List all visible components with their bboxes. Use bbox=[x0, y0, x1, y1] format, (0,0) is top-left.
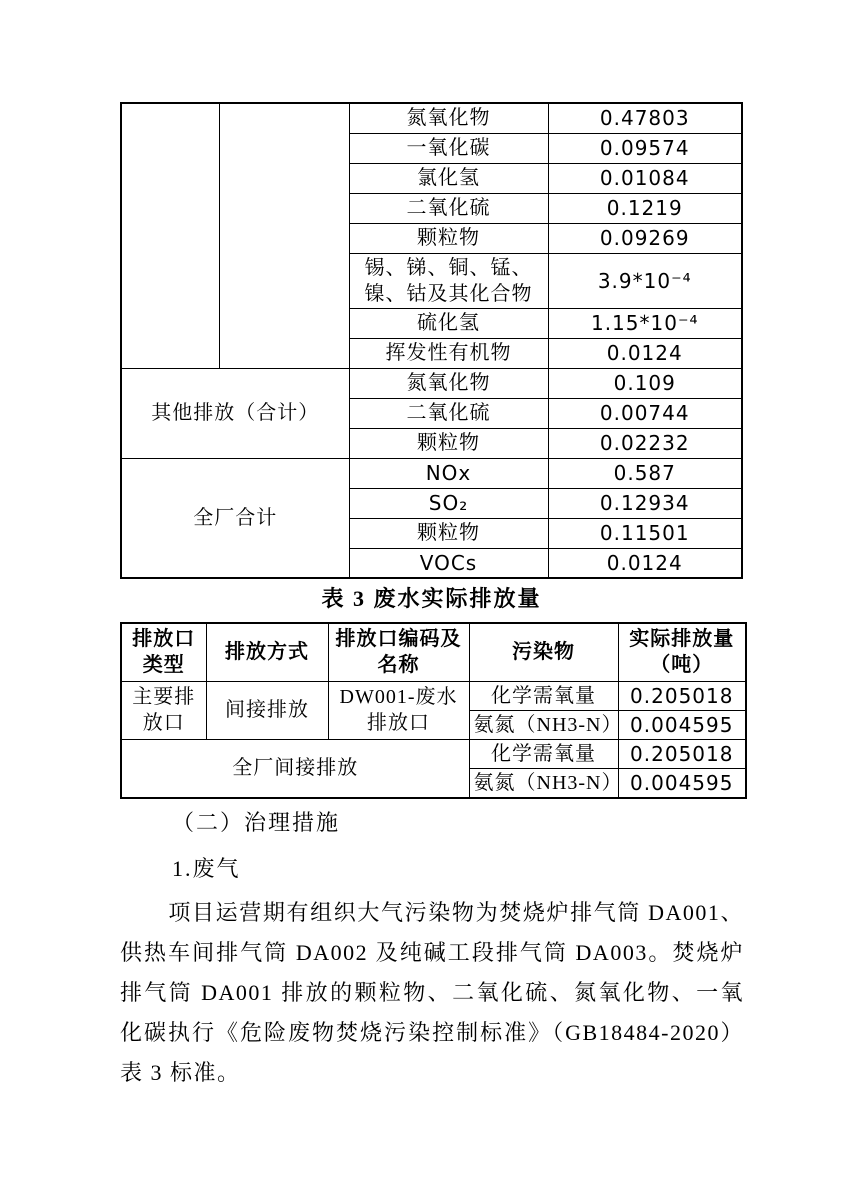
pollutant-name: NOx bbox=[349, 458, 548, 488]
pollutant-value: 0.47803 bbox=[548, 103, 742, 133]
pollutant-name: 颗粒物 bbox=[349, 428, 548, 458]
plant-indirect-label: 全厂间接排放 bbox=[121, 739, 469, 798]
pollutant-name: 锡、锑、铜、锰、镍、钴及其化合物 bbox=[349, 253, 548, 308]
pollutant-name: 二氧化硫 bbox=[349, 398, 548, 428]
pollutant-value: 3.9*10⁻⁴ bbox=[548, 253, 742, 308]
pollutant-value: 0.004595 bbox=[618, 710, 746, 739]
pollutant-value: 0.09574 bbox=[548, 133, 742, 163]
pollutant-name: 颗粒物 bbox=[349, 223, 548, 253]
pollutant-value: 0.09269 bbox=[548, 223, 742, 253]
pollutant-name: 挥发性有机物 bbox=[349, 338, 548, 368]
pollutant-value: 0.0124 bbox=[548, 338, 742, 368]
table-row bbox=[121, 681, 746, 710]
pollutant-value: 0.0124 bbox=[548, 548, 742, 578]
water-emissions-table bbox=[120, 622, 747, 799]
pollutant-value: 1.15*10⁻⁴ bbox=[548, 308, 742, 338]
pollutant-name: 化学需氧量 bbox=[469, 739, 618, 768]
outlet-code-cell: DW001-废水排放口 bbox=[328, 681, 469, 739]
table-row bbox=[121, 739, 746, 768]
pollutant-value: 0.109 bbox=[548, 368, 742, 398]
pollutant-name: 氯化氢 bbox=[349, 163, 548, 193]
header-pollutant: 污染物 bbox=[469, 623, 618, 681]
pollutant-value: 0.205018 bbox=[618, 681, 746, 710]
table-row bbox=[121, 368, 742, 398]
pollutant-value: 0.12934 bbox=[548, 488, 742, 518]
body-paragraph: 项目运营期有组织大气污染物为焚烧炉排气筒 DA001、供热车间排气筒 DA002 及纯碱工段排气筒 DA003。焚烧炉排气筒 DA001 排放的颗粒物、二氧化硫、氮氧化物、一氧化碳执行《危险废物焚烧污染控制标准》（GB18484-2020）表 3 标准。 bbox=[120, 900, 744, 1085]
pollutant-value: 0.1219 bbox=[548, 193, 742, 223]
pollutant-value: 0.587 bbox=[548, 458, 742, 488]
header-outlet-code: 排放口编码及名称 bbox=[328, 623, 469, 681]
pollutant-name: 氮氧化物 bbox=[349, 103, 548, 133]
table-header-row bbox=[121, 623, 746, 681]
empty-cell bbox=[219, 103, 349, 368]
pollutant-name: SO₂ bbox=[349, 488, 548, 518]
pollutant-name: 氨氮（NH3-N） bbox=[469, 710, 618, 739]
air-emissions-table bbox=[120, 102, 743, 579]
header-outlet-type: 排放口类型 bbox=[121, 623, 206, 681]
sub-heading: 1.废气 bbox=[172, 856, 241, 881]
pollutant-name: 二氧化硫 bbox=[349, 193, 548, 223]
table-row bbox=[121, 458, 742, 488]
plant-total-label: 全厂合计 bbox=[121, 458, 349, 578]
pollutant-value: 0.205018 bbox=[618, 739, 746, 768]
empty-cell bbox=[121, 103, 219, 368]
table-row bbox=[121, 103, 742, 133]
pollutant-value: 0.02232 bbox=[548, 428, 742, 458]
pollutant-value: 0.004595 bbox=[618, 768, 746, 798]
section-heading: （二）治理措施 bbox=[172, 810, 341, 835]
header-actual-amount: 实际排放量（吨） bbox=[618, 623, 746, 681]
header-discharge-mode: 排放方式 bbox=[206, 623, 328, 681]
outlet-type-cell: 主要排放口 bbox=[121, 681, 206, 739]
discharge-mode-cell: 间接排放 bbox=[206, 681, 328, 739]
pollutant-name: 氮氧化物 bbox=[349, 368, 548, 398]
pollutant-value: 0.11501 bbox=[548, 518, 742, 548]
pollutant-name: 化学需氧量 bbox=[469, 681, 618, 710]
pollutant-name: 氨氮（NH3-N） bbox=[469, 768, 618, 798]
pollutant-name: 颗粒物 bbox=[349, 518, 548, 548]
other-emissions-label: 其他排放（合计） bbox=[121, 368, 349, 458]
pollutant-value: 0.01084 bbox=[548, 163, 742, 193]
pollutant-name: 硫化氢 bbox=[349, 308, 548, 338]
pollutant-value: 0.00744 bbox=[548, 398, 742, 428]
pollutant-name: VOCs bbox=[349, 548, 548, 578]
pollutant-name: 一氧化碳 bbox=[349, 133, 548, 163]
water-table-title: 表 3 废水实际排放量 bbox=[321, 586, 542, 611]
